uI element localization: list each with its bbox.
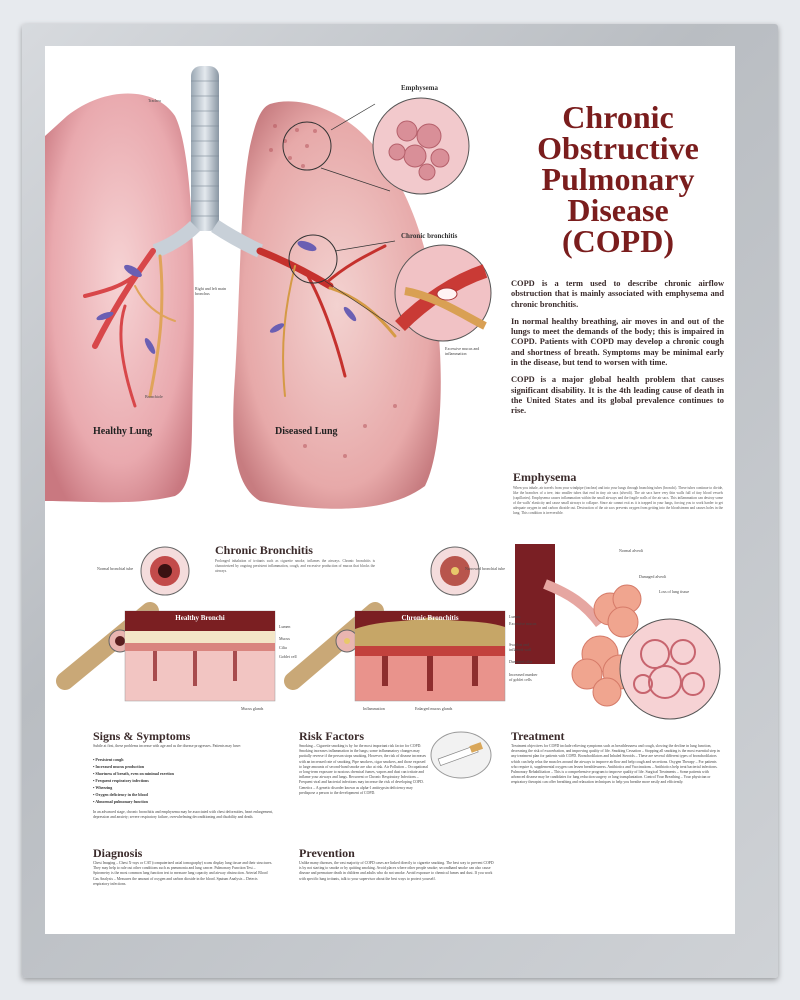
signs-list <box>93 756 273 805</box>
emphysema-heading: Emphysema <box>513 470 577 484</box>
list-item: • Oxygen deficiency in the blood <box>93 791 273 798</box>
emphysema-text: When you inhale, air travels from your windpipe (trachea) and into your lungs through branching tubes (bronchi). These tubes continue to divide, like the branches of a tree, into smaller tubes that end in tiny air sacs (alveoli). The air sacs have very thin walls full of tiny blood vessels (capillaries). Emphysema causes inflammation within the small airways and the fragile walls of the air sacs. This inflammation can destroy some of the walls' elasticity and cause small airways to collapse. Since air cannot exit as it is trapped in your lungs, forcing you to work harder to get adequate oxygen in and carbon dioxide out. Destruction of the air sacs prevents oxygen from getting into the bloodstream and causes holes in the lung. This condition is irreversible. <box>513 486 723 515</box>
copd-poster <box>45 46 735 934</box>
swollen-wall-label: Swollen and inflamed wall <box>509 642 532 652</box>
cigarette-image <box>430 730 492 780</box>
title-line-2: Obstructive <box>537 130 699 166</box>
excess-mucus-label: Excessive mucus and inflammation <box>445 346 480 356</box>
damaged-cilia-label: Damaged cilia <box>509 659 533 664</box>
emphysema-label: Emphysema <box>401 84 438 92</box>
title-line-5: (COPD) <box>562 223 674 259</box>
cilia-label: Cilia <box>279 645 287 650</box>
enlarged-gland-label: Enlarged mucus glands <box>415 706 453 711</box>
list-item: • Frequent respiratory infections <box>93 777 273 784</box>
mucus-gland-label: Mucus glands <box>241 706 264 711</box>
lungs-illustration <box>45 46 515 546</box>
alveoli-illustration <box>515 544 730 744</box>
healthy-bronchi-title: Healthy Bronchi <box>175 614 225 622</box>
treatment-heading: Treatment <box>511 729 565 743</box>
loss-lung-tissue-label: Loss of lung tissue <box>659 589 690 594</box>
intro-paragraph: COPD is a major global health problem that causes significant disability. It is the 4th leading cause of death in the United States and its global prevalence continues to rise. <box>511 375 724 416</box>
signs-outro: In an advanced stage, chronic bronchitis and emphysema may be associated with chest deformities, heart enlargement, depression and anxiety; severe respiratory failure, overwhelming deconditioning and disability and death. <box>93 810 274 820</box>
bronchiole-label: Bronchiole <box>145 394 163 399</box>
prevention-heading: Prevention <box>299 846 355 860</box>
cb-bronchi-title: Chronic Bronchitis <box>401 614 459 622</box>
emphysema-zoom <box>373 98 469 194</box>
list-item: • Wheezing <box>93 784 273 791</box>
diagnosis-heading: Diagnosis <box>93 846 143 860</box>
damaged-alveoli-label: Damaged alveoli <box>639 574 667 579</box>
treatment-text: Treatment objectives for COPD include relieving symptoms such as breathlessness and cough, slowing the decline in lung function, decreasing the risk of exacerbation, and improving quality of life. Smoking Cessation – Stopping all smoking is the most essential step in any treatment plan for patients with COPD. Bronchodilators and Inhaled Steroids – These are several different types of bronchodilators which can help relax the muscles around the airways to improve airflow and help cough and secretions. Oxygen Therapy – For patients who require it, supplemental oxygen can lessen breathlessness. Antibiotics and Vaccinations – Antibiotics help treat bacterial infections. Pulmonary Rehabilitation – This is a comprehensive program to improve quality of life. Surgical Treatments – Some patients with advanced disease may be candidates for lung reduction surgery or lung transplantation. Control Your Breathing – Your physician or respiratory therapist can offer breathing and relaxation techniques to help you breathe more easily and efficiently. <box>511 744 720 785</box>
chronic-bronchitis-text: Prolonged inhalation of irritants such as cigarette smoke, inflames the airways. Chronic bronchitis is characterized by ongoing persistent inflammation, cough, and excessive production of mucus that blocks the airways. <box>215 559 375 573</box>
title-line-4: Disease <box>567 192 669 228</box>
trachea-label: Trachea <box>148 98 161 103</box>
list-item: • Increased mucus production <box>93 763 273 770</box>
chronic-bronchitis-label: Chronic bronchitis <box>401 232 458 240</box>
signs-heading: Signs & Symptoms <box>93 729 191 743</box>
lumen-cb-label: Lumen <box>509 614 521 619</box>
intro-text <box>511 279 724 424</box>
inflammation-label: Inflammation <box>363 706 385 711</box>
lumen-label: Lumen <box>279 624 291 629</box>
goblet-label: Goblet cell <box>279 654 297 659</box>
title-line-1: Chronic <box>562 99 674 135</box>
risk-text: Smoking – Cigarette smoking is by far the most important risk factor for COPD. Smoking increases inflammation in the lungs; some inflammatory changes may partially reverse if the person stops smoking. However, the risk of disease increases with an increased rate of smoking. Pipe smokers, cigar smokers, and those exposed to large amounts of second-hand smoke are also at risk. Air Pollution – Occupational or long-term exposure to noxious chemical fumes, vapors and dust can irritate and inflame your airways and lungs. Recurrent or Chronic Respiratory Infections – Frequent viral and bacterial infections may increase the risk of developing COPD. Genetics – A genetic disorder known as alpha-1 antitrypsin deficiency may predispose a person to the development of COPD. <box>299 744 428 795</box>
bronchus-label: Right and left main bronchus <box>195 286 226 296</box>
diagnosis-text: Chest Imaging – Chest X-rays or CAT (computerized axial tomography) scans display lung tissue and their structures. They may help to rule out other conditions such as pneumonia and lung cancer. Pulmonary Function Test – Spirometry is the most common lung function test to measure lung capacity and airway obstruction. Arterial Blood Gas Analysis – Measures the amount of oxygen and carbon dioxide in the blood. Sputum Analysis – Detects respiratory infections. <box>93 861 273 886</box>
normal-tube-label: Normal bronchial tube <box>97 566 134 571</box>
list-item: • Shortness of breath, even on minimal exertion <box>93 770 273 777</box>
title-line-3: Pulmonary <box>541 161 695 197</box>
excess-mucus-cb-label: Excessive mucus <box>509 621 537 626</box>
trachea <box>191 66 219 231</box>
intro-paragraph: In normal healthy breathing, air moves in and out of the lungs to meet the demands of the body; this is impaired in COPD. Patients with COPD may develop a chronic cough and shortness of breath. Symptoms may be minimal early in the disease, but tend to worsen with time. <box>511 316 724 368</box>
signs-intro: Subtle at first, these problems increase with age and as the disease progresses. Patients may have: <box>93 744 242 748</box>
prevention-text: Unlike many diseases, the vast majority of COPD cases are linked directly to cigarette smoking. The best way to prevent COPD is by not starting to smoke or by quitting smoking. Avoid places where other people smoke; secondhand smoke can also cause disease and premature death in children and adults who do not smoke. Avoid exposure to chemical fumes and dust. If you work with specific lung irritants, talk to your supervisor about the best ways to protect yourself. <box>299 861 494 881</box>
normal-alveoli-label: Normal alveoli <box>619 548 644 553</box>
diseased-lung-label: Diseased Lung <box>275 426 338 437</box>
chronic-bronchitis-zoom <box>395 245 491 341</box>
increased-goblet-label: Increased number of goblet cells <box>509 672 538 682</box>
poster-title <box>513 99 723 259</box>
chronic-bronchitis-heading: Chronic Bronchitis <box>215 543 313 557</box>
intro-paragraph: COPD is a term used to describe chronic airflow obstruction that is mainly associated with emphysema and chronic bronchitis. <box>511 279 724 309</box>
list-item: • Persistent cough <box>93 756 273 763</box>
list-item: • Abnormal pulmonary function <box>93 798 273 805</box>
mucus-label: Mucus <box>279 636 290 641</box>
healthy-lung-label: Healthy Lung <box>93 426 153 437</box>
narrowed-tube-label: Narrowed bronchial tube <box>465 566 505 571</box>
risk-heading: Risk Factors <box>299 729 364 743</box>
